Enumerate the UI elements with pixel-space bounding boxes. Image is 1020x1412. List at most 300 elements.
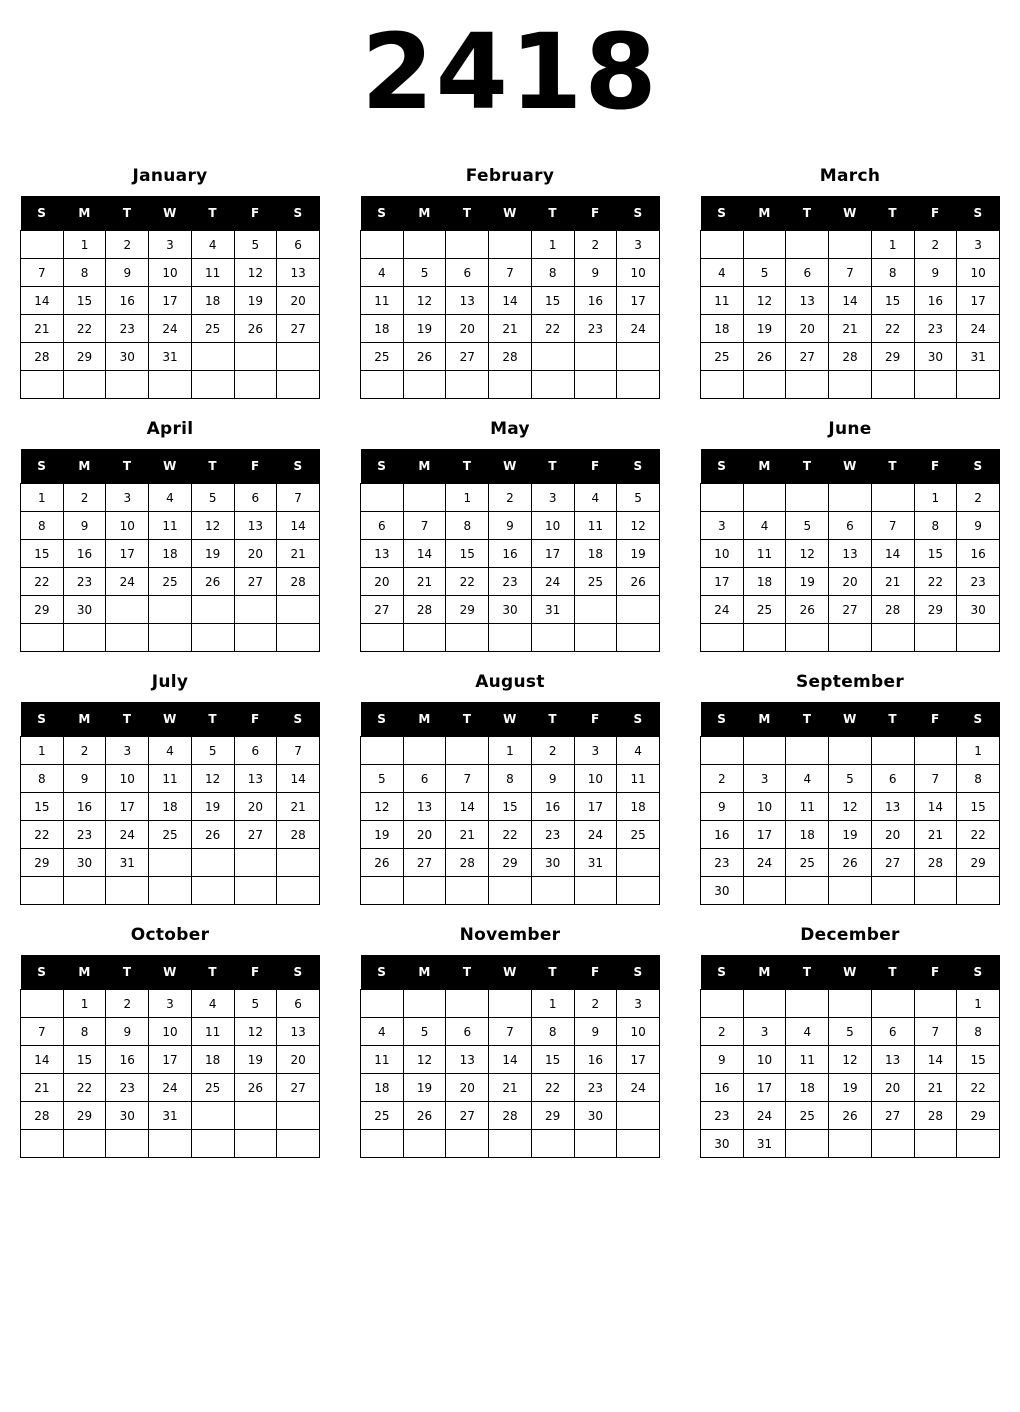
day-cell[interactable]: 3 [617, 231, 660, 259]
day-cell[interactable]: 29 [957, 1102, 1000, 1130]
day-cell[interactable]: 13 [234, 512, 277, 540]
day-cell[interactable]: 13 [446, 1046, 489, 1074]
day-cell[interactable]: 10 [574, 765, 617, 793]
day-cell[interactable]: 14 [829, 287, 872, 315]
day-cell[interactable]: 9 [489, 512, 532, 540]
day-cell[interactable]: 16 [914, 287, 957, 315]
day-cell[interactable]: 19 [361, 821, 404, 849]
day-cell[interactable]: 23 [574, 315, 617, 343]
day-cell[interactable]: 29 [871, 343, 914, 371]
day-cell[interactable]: 24 [743, 849, 786, 877]
day-cell[interactable]: 1 [531, 990, 574, 1018]
day-cell[interactable]: 8 [957, 1018, 1000, 1046]
day-cell[interactable]: 23 [63, 821, 106, 849]
day-cell[interactable]: 26 [786, 596, 829, 624]
day-cell[interactable]: 23 [914, 315, 957, 343]
day-cell[interactable]: 17 [617, 287, 660, 315]
day-cell[interactable]: 9 [63, 765, 106, 793]
day-cell[interactable]: 21 [21, 315, 64, 343]
day-cell[interactable]: 7 [914, 1018, 957, 1046]
day-cell[interactable]: 21 [277, 540, 320, 568]
day-cell[interactable]: 25 [743, 596, 786, 624]
day-cell[interactable]: 18 [786, 821, 829, 849]
day-cell[interactable]: 27 [829, 596, 872, 624]
day-cell[interactable]: 19 [234, 1046, 277, 1074]
day-cell[interactable]: 19 [829, 821, 872, 849]
day-cell[interactable]: 21 [277, 793, 320, 821]
day-cell[interactable]: 16 [63, 793, 106, 821]
day-cell[interactable]: 10 [106, 512, 149, 540]
day-cell[interactable]: 30 [63, 596, 106, 624]
day-cell[interactable]: 30 [574, 1102, 617, 1130]
day-cell[interactable]: 24 [574, 821, 617, 849]
day-cell[interactable]: 9 [574, 1018, 617, 1046]
day-cell[interactable]: 27 [277, 1074, 320, 1102]
day-cell[interactable]: 16 [957, 540, 1000, 568]
day-cell[interactable]: 28 [829, 343, 872, 371]
day-cell[interactable]: 31 [957, 343, 1000, 371]
day-cell[interactable]: 22 [446, 568, 489, 596]
day-cell[interactable]: 14 [277, 512, 320, 540]
day-cell[interactable]: 21 [914, 821, 957, 849]
day-cell[interactable]: 7 [21, 1018, 64, 1046]
day-cell[interactable]: 19 [191, 540, 234, 568]
day-cell[interactable]: 26 [403, 343, 446, 371]
day-cell[interactable]: 11 [701, 287, 744, 315]
day-cell[interactable]: 11 [786, 1046, 829, 1074]
day-cell[interactable]: 1 [446, 484, 489, 512]
day-cell[interactable]: 13 [403, 793, 446, 821]
day-cell[interactable]: 16 [106, 287, 149, 315]
day-cell[interactable]: 30 [701, 877, 744, 905]
day-cell[interactable]: 27 [234, 821, 277, 849]
day-cell[interactable]: 3 [743, 765, 786, 793]
day-cell[interactable]: 30 [63, 849, 106, 877]
day-cell[interactable]: 4 [701, 259, 744, 287]
day-cell[interactable]: 27 [871, 1102, 914, 1130]
day-cell[interactable]: 26 [617, 568, 660, 596]
day-cell[interactable]: 1 [957, 737, 1000, 765]
day-cell[interactable]: 9 [531, 765, 574, 793]
day-cell[interactable]: 4 [743, 512, 786, 540]
day-cell[interactable]: 6 [234, 484, 277, 512]
day-cell[interactable]: 15 [957, 1046, 1000, 1074]
day-cell[interactable]: 25 [361, 1102, 404, 1130]
day-cell[interactable]: 3 [149, 990, 192, 1018]
day-cell[interactable]: 13 [786, 287, 829, 315]
day-cell[interactable]: 3 [574, 737, 617, 765]
day-cell[interactable]: 14 [489, 1046, 532, 1074]
day-cell[interactable]: 17 [701, 568, 744, 596]
day-cell[interactable]: 2 [489, 484, 532, 512]
day-cell[interactable]: 21 [914, 1074, 957, 1102]
day-cell[interactable]: 15 [914, 540, 957, 568]
day-cell[interactable]: 24 [149, 1074, 192, 1102]
day-cell[interactable]: 11 [149, 512, 192, 540]
day-cell[interactable]: 5 [829, 765, 872, 793]
day-cell[interactable]: 18 [701, 315, 744, 343]
day-cell[interactable]: 2 [701, 1018, 744, 1046]
day-cell[interactable]: 12 [191, 765, 234, 793]
day-cell[interactable]: 22 [957, 1074, 1000, 1102]
day-cell[interactable]: 1 [957, 990, 1000, 1018]
day-cell[interactable]: 1 [63, 990, 106, 1018]
day-cell[interactable]: 2 [531, 737, 574, 765]
day-cell[interactable]: 3 [106, 484, 149, 512]
day-cell[interactable]: 7 [277, 484, 320, 512]
day-cell[interactable]: 19 [829, 1074, 872, 1102]
day-cell[interactable]: 7 [871, 512, 914, 540]
day-cell[interactable]: 14 [871, 540, 914, 568]
day-cell[interactable]: 19 [234, 287, 277, 315]
day-cell[interactable]: 7 [277, 737, 320, 765]
day-cell[interactable]: 31 [149, 1102, 192, 1130]
day-cell[interactable]: 4 [574, 484, 617, 512]
day-cell[interactable]: 17 [743, 1074, 786, 1102]
day-cell[interactable]: 25 [786, 1102, 829, 1130]
day-cell[interactable]: 30 [106, 1102, 149, 1130]
day-cell[interactable]: 15 [21, 540, 64, 568]
day-cell[interactable]: 25 [149, 821, 192, 849]
day-cell[interactable]: 4 [361, 1018, 404, 1046]
day-cell[interactable]: 15 [63, 1046, 106, 1074]
day-cell[interactable]: 9 [957, 512, 1000, 540]
day-cell[interactable]: 3 [957, 231, 1000, 259]
day-cell[interactable]: 21 [489, 315, 532, 343]
day-cell[interactable]: 22 [63, 1074, 106, 1102]
day-cell[interactable]: 22 [531, 315, 574, 343]
day-cell[interactable]: 16 [106, 1046, 149, 1074]
day-cell[interactable]: 13 [234, 765, 277, 793]
day-cell[interactable]: 5 [234, 231, 277, 259]
day-cell[interactable]: 9 [701, 1046, 744, 1074]
day-cell[interactable]: 2 [574, 990, 617, 1018]
day-cell[interactable]: 22 [63, 315, 106, 343]
day-cell[interactable]: 24 [701, 596, 744, 624]
day-cell[interactable]: 24 [106, 821, 149, 849]
day-cell[interactable]: 6 [277, 990, 320, 1018]
day-cell[interactable]: 15 [489, 793, 532, 821]
day-cell[interactable]: 16 [531, 793, 574, 821]
day-cell[interactable]: 9 [914, 259, 957, 287]
day-cell[interactable]: 11 [149, 765, 192, 793]
day-cell[interactable]: 26 [829, 849, 872, 877]
day-cell[interactable]: 19 [191, 793, 234, 821]
day-cell[interactable]: 12 [786, 540, 829, 568]
day-cell[interactable]: 6 [871, 1018, 914, 1046]
day-cell[interactable]: 20 [361, 568, 404, 596]
day-cell[interactable]: 10 [106, 765, 149, 793]
day-cell[interactable]: 17 [106, 540, 149, 568]
day-cell[interactable]: 14 [489, 287, 532, 315]
day-cell[interactable]: 8 [489, 765, 532, 793]
day-cell[interactable]: 11 [743, 540, 786, 568]
day-cell[interactable]: 12 [361, 793, 404, 821]
day-cell[interactable]: 14 [914, 793, 957, 821]
day-cell[interactable]: 4 [617, 737, 660, 765]
day-cell[interactable]: 29 [914, 596, 957, 624]
day-cell[interactable]: 18 [191, 287, 234, 315]
day-cell[interactable]: 26 [234, 1074, 277, 1102]
day-cell[interactable]: 24 [531, 568, 574, 596]
day-cell[interactable]: 6 [361, 512, 404, 540]
day-cell[interactable]: 5 [829, 1018, 872, 1046]
day-cell[interactable]: 7 [914, 765, 957, 793]
day-cell[interactable]: 11 [617, 765, 660, 793]
day-cell[interactable]: 29 [63, 343, 106, 371]
day-cell[interactable]: 8 [21, 512, 64, 540]
day-cell[interactable]: 6 [786, 259, 829, 287]
day-cell[interactable]: 23 [957, 568, 1000, 596]
day-cell[interactable]: 24 [106, 568, 149, 596]
day-cell[interactable]: 29 [21, 596, 64, 624]
day-cell[interactable]: 4 [149, 484, 192, 512]
day-cell[interactable]: 21 [21, 1074, 64, 1102]
day-cell[interactable]: 11 [191, 259, 234, 287]
day-cell[interactable]: 8 [531, 259, 574, 287]
day-cell[interactable]: 5 [617, 484, 660, 512]
day-cell[interactable]: 5 [234, 990, 277, 1018]
day-cell[interactable]: 12 [191, 512, 234, 540]
day-cell[interactable]: 6 [234, 737, 277, 765]
day-cell[interactable]: 25 [191, 1074, 234, 1102]
day-cell[interactable]: 12 [403, 287, 446, 315]
day-cell[interactable]: 30 [531, 849, 574, 877]
day-cell[interactable]: 1 [21, 484, 64, 512]
day-cell[interactable]: 17 [531, 540, 574, 568]
day-cell[interactable]: 2 [106, 231, 149, 259]
day-cell[interactable]: 30 [914, 343, 957, 371]
day-cell[interactable]: 31 [531, 596, 574, 624]
day-cell[interactable]: 20 [403, 821, 446, 849]
day-cell[interactable]: 31 [743, 1130, 786, 1158]
day-cell[interactable]: 1 [871, 231, 914, 259]
day-cell[interactable]: 10 [617, 259, 660, 287]
day-cell[interactable]: 14 [403, 540, 446, 568]
day-cell[interactable]: 11 [361, 287, 404, 315]
day-cell[interactable]: 26 [403, 1102, 446, 1130]
day-cell[interactable]: 8 [531, 1018, 574, 1046]
day-cell[interactable]: 27 [234, 568, 277, 596]
day-cell[interactable]: 9 [106, 259, 149, 287]
day-cell[interactable]: 24 [149, 315, 192, 343]
day-cell[interactable]: 1 [531, 231, 574, 259]
day-cell[interactable]: 24 [617, 1074, 660, 1102]
day-cell[interactable]: 20 [829, 568, 872, 596]
day-cell[interactable]: 18 [361, 1074, 404, 1102]
day-cell[interactable]: 12 [829, 1046, 872, 1074]
day-cell[interactable]: 25 [191, 315, 234, 343]
day-cell[interactable]: 8 [957, 765, 1000, 793]
day-cell[interactable]: 4 [786, 765, 829, 793]
day-cell[interactable]: 16 [701, 1074, 744, 1102]
day-cell[interactable]: 4 [786, 1018, 829, 1046]
day-cell[interactable]: 17 [149, 287, 192, 315]
day-cell[interactable]: 28 [403, 596, 446, 624]
day-cell[interactable]: 4 [191, 231, 234, 259]
day-cell[interactable]: 7 [21, 259, 64, 287]
day-cell[interactable]: 8 [63, 1018, 106, 1046]
day-cell[interactable]: 17 [743, 821, 786, 849]
day-cell[interactable]: 23 [531, 821, 574, 849]
day-cell[interactable]: 20 [277, 1046, 320, 1074]
day-cell[interactable]: 29 [489, 849, 532, 877]
day-cell[interactable]: 6 [403, 765, 446, 793]
day-cell[interactable]: 18 [786, 1074, 829, 1102]
day-cell[interactable]: 13 [446, 287, 489, 315]
day-cell[interactable]: 9 [63, 512, 106, 540]
day-cell[interactable]: 31 [574, 849, 617, 877]
day-cell[interactable]: 5 [361, 765, 404, 793]
day-cell[interactable]: 18 [149, 540, 192, 568]
day-cell[interactable]: 13 [871, 793, 914, 821]
day-cell[interactable]: 14 [21, 287, 64, 315]
day-cell[interactable]: 12 [617, 512, 660, 540]
day-cell[interactable]: 27 [446, 343, 489, 371]
day-cell[interactable]: 13 [361, 540, 404, 568]
day-cell[interactable]: 22 [871, 315, 914, 343]
day-cell[interactable]: 10 [149, 259, 192, 287]
day-cell[interactable]: 28 [914, 849, 957, 877]
day-cell[interactable]: 5 [191, 484, 234, 512]
day-cell[interactable]: 10 [743, 793, 786, 821]
day-cell[interactable]: 18 [617, 793, 660, 821]
day-cell[interactable]: 28 [21, 343, 64, 371]
day-cell[interactable]: 14 [914, 1046, 957, 1074]
day-cell[interactable]: 10 [617, 1018, 660, 1046]
day-cell[interactable]: 30 [489, 596, 532, 624]
day-cell[interactable]: 3 [531, 484, 574, 512]
day-cell[interactable]: 20 [871, 1074, 914, 1102]
day-cell[interactable]: 26 [191, 568, 234, 596]
day-cell[interactable]: 6 [871, 765, 914, 793]
day-cell[interactable]: 20 [871, 821, 914, 849]
day-cell[interactable]: 12 [234, 1018, 277, 1046]
day-cell[interactable]: 18 [574, 540, 617, 568]
day-cell[interactable]: 8 [914, 512, 957, 540]
day-cell[interactable]: 15 [21, 793, 64, 821]
day-cell[interactable]: 15 [531, 287, 574, 315]
day-cell[interactable]: 4 [149, 737, 192, 765]
day-cell[interactable]: 10 [531, 512, 574, 540]
day-cell[interactable]: 3 [149, 231, 192, 259]
day-cell[interactable]: 11 [574, 512, 617, 540]
day-cell[interactable]: 10 [149, 1018, 192, 1046]
day-cell[interactable]: 21 [446, 821, 489, 849]
day-cell[interactable]: 10 [743, 1046, 786, 1074]
day-cell[interactable]: 31 [106, 849, 149, 877]
day-cell[interactable]: 2 [106, 990, 149, 1018]
day-cell[interactable]: 25 [361, 343, 404, 371]
day-cell[interactable]: 9 [701, 793, 744, 821]
day-cell[interactable]: 3 [701, 512, 744, 540]
day-cell[interactable]: 3 [617, 990, 660, 1018]
day-cell[interactable]: 11 [361, 1046, 404, 1074]
day-cell[interactable]: 5 [743, 259, 786, 287]
day-cell[interactable]: 18 [191, 1046, 234, 1074]
day-cell[interactable]: 6 [446, 259, 489, 287]
day-cell[interactable]: 2 [574, 231, 617, 259]
day-cell[interactable]: 19 [786, 568, 829, 596]
day-cell[interactable]: 7 [403, 512, 446, 540]
day-cell[interactable]: 5 [191, 737, 234, 765]
day-cell[interactable]: 26 [234, 315, 277, 343]
day-cell[interactable]: 16 [489, 540, 532, 568]
day-cell[interactable]: 22 [21, 821, 64, 849]
day-cell[interactable]: 29 [21, 849, 64, 877]
day-cell[interactable]: 11 [786, 793, 829, 821]
day-cell[interactable]: 29 [957, 849, 1000, 877]
day-cell[interactable]: 28 [21, 1102, 64, 1130]
day-cell[interactable]: 28 [489, 343, 532, 371]
day-cell[interactable]: 20 [277, 287, 320, 315]
day-cell[interactable]: 4 [361, 259, 404, 287]
day-cell[interactable]: 12 [234, 259, 277, 287]
day-cell[interactable]: 30 [106, 343, 149, 371]
day-cell[interactable]: 20 [234, 540, 277, 568]
day-cell[interactable]: 21 [871, 568, 914, 596]
day-cell[interactable]: 26 [191, 821, 234, 849]
day-cell[interactable]: 29 [531, 1102, 574, 1130]
day-cell[interactable]: 10 [957, 259, 1000, 287]
day-cell[interactable]: 6 [829, 512, 872, 540]
day-cell[interactable]: 23 [701, 849, 744, 877]
day-cell[interactable]: 25 [149, 568, 192, 596]
day-cell[interactable]: 2 [914, 231, 957, 259]
day-cell[interactable]: 29 [63, 1102, 106, 1130]
day-cell[interactable]: 18 [361, 315, 404, 343]
day-cell[interactable]: 18 [149, 793, 192, 821]
day-cell[interactable]: 25 [574, 568, 617, 596]
day-cell[interactable]: 28 [489, 1102, 532, 1130]
day-cell[interactable]: 12 [743, 287, 786, 315]
day-cell[interactable]: 21 [829, 315, 872, 343]
day-cell[interactable]: 2 [63, 484, 106, 512]
day-cell[interactable]: 7 [489, 1018, 532, 1046]
day-cell[interactable]: 20 [234, 793, 277, 821]
day-cell[interactable]: 6 [277, 231, 320, 259]
day-cell[interactable]: 21 [403, 568, 446, 596]
day-cell[interactable]: 13 [871, 1046, 914, 1074]
day-cell[interactable]: 19 [403, 1074, 446, 1102]
day-cell[interactable]: 28 [914, 1102, 957, 1130]
day-cell[interactable]: 28 [277, 821, 320, 849]
day-cell[interactable]: 26 [361, 849, 404, 877]
day-cell[interactable]: 23 [63, 568, 106, 596]
day-cell[interactable]: 17 [957, 287, 1000, 315]
day-cell[interactable]: 1 [21, 737, 64, 765]
day-cell[interactable]: 22 [957, 821, 1000, 849]
day-cell[interactable]: 15 [957, 793, 1000, 821]
day-cell[interactable]: 13 [277, 259, 320, 287]
day-cell[interactable]: 28 [446, 849, 489, 877]
day-cell[interactable]: 15 [446, 540, 489, 568]
day-cell[interactable]: 19 [743, 315, 786, 343]
day-cell[interactable]: 24 [957, 315, 1000, 343]
day-cell[interactable]: 14 [21, 1046, 64, 1074]
day-cell[interactable]: 13 [277, 1018, 320, 1046]
day-cell[interactable]: 4 [191, 990, 234, 1018]
day-cell[interactable]: 17 [617, 1046, 660, 1074]
day-cell[interactable]: 12 [403, 1046, 446, 1074]
day-cell[interactable]: 21 [489, 1074, 532, 1102]
day-cell[interactable]: 27 [361, 596, 404, 624]
day-cell[interactable]: 16 [574, 287, 617, 315]
day-cell[interactable]: 9 [574, 259, 617, 287]
day-cell[interactable]: 3 [106, 737, 149, 765]
day-cell[interactable]: 24 [617, 315, 660, 343]
day-cell[interactable]: 8 [21, 765, 64, 793]
